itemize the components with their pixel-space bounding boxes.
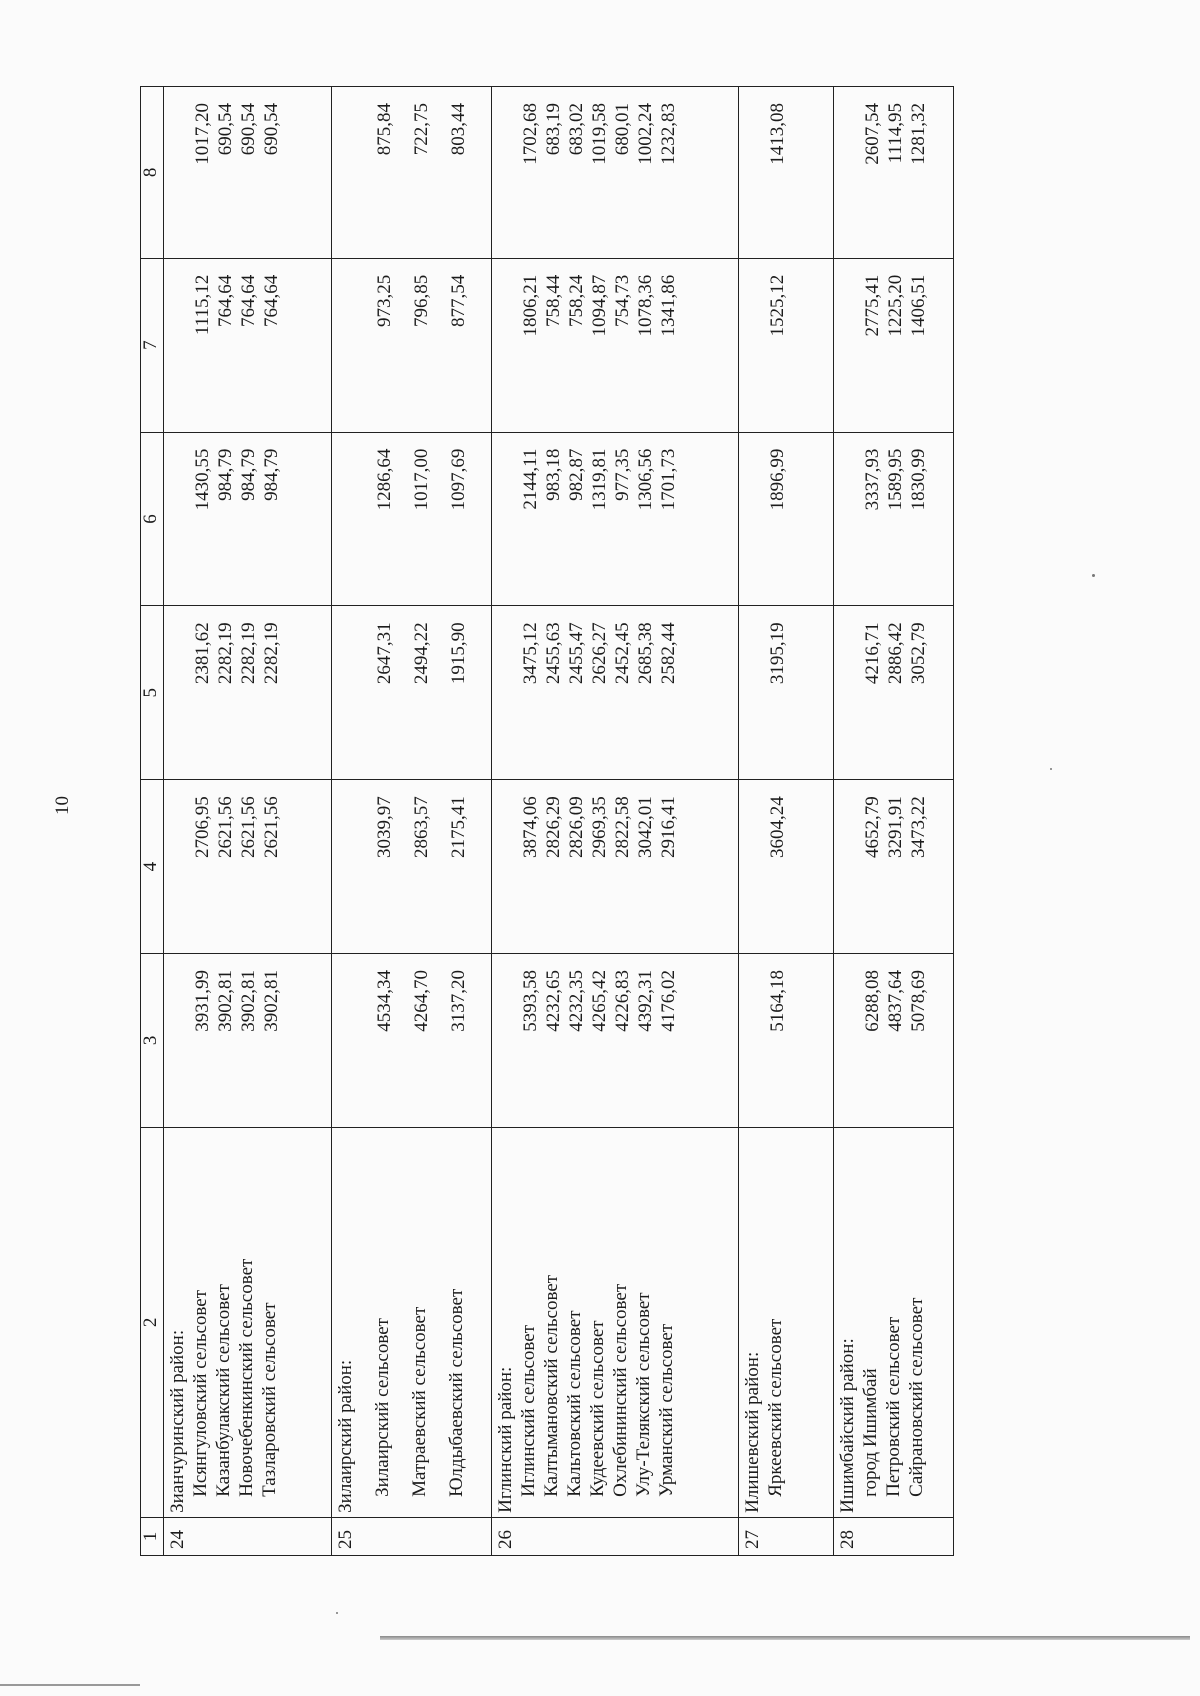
row-number: 27 [739,1517,834,1555]
value: 3475,12 [520,622,541,685]
value: 1525,12 [767,274,788,337]
value: 2822,58 [612,796,633,858]
settlement-name: Улу-Телякский сельсовет [633,1292,654,1497]
value: 5164,18 [767,970,788,1032]
table-row [492,87,739,1556]
table-row [332,87,492,1556]
value: 982,87 [566,448,587,501]
value: 875,84 [374,103,395,156]
header-cell: 7 [141,258,164,432]
value: 3902,81 [238,970,259,1032]
value: 3291,91 [885,796,906,858]
value-cell [739,606,834,780]
value: 690,54 [238,103,259,156]
value: 1701,73 [658,448,679,511]
value: 2886,42 [885,622,906,685]
value: 1341,86 [658,274,679,337]
settlement-name: Зилаирский сельсовет [372,1318,393,1497]
settlement-name: город Ишимбай [860,1368,881,1497]
value-cell [739,258,834,432]
header-cell: 8 [141,87,164,259]
value: 3195,19 [767,622,788,685]
page-number: 10 [52,796,73,815]
value: 2582,44 [658,622,679,685]
value: 3052,79 [908,622,929,685]
value: 3874,06 [520,796,541,858]
value-cell [164,780,332,954]
value-cell [164,432,332,606]
value: 1915,90 [448,622,469,685]
value: 4392,31 [635,970,656,1032]
value: 1002,24 [635,103,656,165]
value: 2452,45 [612,622,633,685]
settlement-name: Охлебининский сельсовет [610,1283,631,1497]
value: 4216,71 [862,622,883,685]
value: 2282,19 [215,622,236,685]
header-cell: 2 [141,1127,164,1517]
value: 2863,57 [411,796,432,858]
value: 690,54 [215,103,236,156]
scan-edge-shadow [0,1684,140,1686]
value-cell [834,258,954,432]
value: 2621,56 [238,796,259,858]
value-cell [492,432,739,606]
value: 764,64 [261,274,282,328]
value: 973,25 [374,274,395,328]
scan-edge-shadow [380,1636,1190,1640]
value: 3604,24 [767,796,788,858]
district-name: Зилаирский район: [335,1359,356,1513]
value: 4226,83 [612,970,633,1032]
value: 984,79 [238,448,259,501]
settlement-name: Кудеевский сельсовет [587,1320,608,1497]
value: 3039,97 [374,796,395,858]
value: 2626,27 [589,622,610,685]
value: 1830,99 [908,448,929,511]
value: 1896,99 [767,448,788,511]
value: 2455,63 [543,622,564,685]
value: 5078,69 [908,970,929,1032]
value-cell [332,954,492,1128]
regional-table [140,86,954,1556]
value: 1232,83 [658,103,679,165]
value: 2455,47 [566,622,587,685]
value: 1225,20 [885,274,906,337]
value-cell [492,258,739,432]
value: 2826,09 [566,796,587,858]
value: 3473,22 [908,796,929,858]
value: 1114,95 [885,103,906,164]
value: 683,02 [566,103,587,156]
value-cell [739,780,834,954]
value: 1286,64 [374,448,395,511]
header-cell: 1 [141,1517,164,1555]
value: 983,18 [543,448,564,501]
value: 4837,64 [885,970,906,1032]
value-cell [834,780,954,954]
value: 1589,95 [885,448,906,511]
value: 758,24 [566,274,587,328]
value: 1017,00 [411,448,432,511]
value: 2775,41 [862,274,883,337]
table-row [739,87,834,1556]
value: 2916,41 [658,796,679,858]
value-cell [739,432,834,606]
district-cell [739,1127,834,1517]
value: 3042,01 [635,796,656,858]
settlement-name: Кальтовский сельсовет [564,1310,585,1497]
value: 2144,11 [520,448,541,510]
row-number: 26 [492,1517,739,1555]
district-name: Илишевский район: [742,1351,763,1513]
value-cell [492,87,739,259]
scan-speck [336,1612,338,1614]
value: 3902,81 [261,970,282,1032]
value: 4264,70 [411,970,432,1032]
value: 1094,87 [589,274,610,337]
value: 1702,68 [520,103,541,165]
header-cell: 6 [141,432,164,606]
value: 758,44 [543,274,564,328]
value: 1097,69 [448,448,469,511]
settlement-name: Петровский сельсовет [883,1316,904,1497]
value-cell [332,780,492,954]
table-row [164,87,332,1556]
value: 3902,81 [215,970,236,1032]
district-name: Ишимбайский район: [837,1338,858,1513]
value: 1413,08 [767,103,788,165]
header-cell: 3 [141,954,164,1128]
value: 2685,38 [635,622,656,685]
value-cell [164,954,332,1128]
value: 1019,58 [589,103,610,165]
value: 803,44 [448,103,469,156]
district-name: Иглинский район: [495,1366,516,1513]
value: 4265,42 [589,970,610,1032]
settlement-name: Урманский сельсовет [656,1323,677,1497]
value-cell [834,87,954,259]
value: 3137,20 [448,970,469,1032]
value: 2621,56 [261,796,282,858]
value: 1078,36 [635,274,656,337]
value: 4232,65 [543,970,564,1032]
value: 977,35 [612,448,633,501]
value-cell [332,432,492,606]
row-number: 24 [164,1517,332,1555]
value-cell [834,954,954,1128]
value-cell [164,258,332,432]
value-cell [492,606,739,780]
value-cell [332,606,492,780]
value: 764,64 [238,274,259,328]
row-number: 25 [332,1517,492,1555]
district-cell [834,1127,954,1517]
value: 6288,08 [862,970,883,1032]
value: 2494,22 [411,622,432,685]
district-cell [492,1127,739,1517]
value: 2282,19 [238,622,259,685]
value: 2969,35 [589,796,610,858]
settlement-name: Новочебенкинский сельсовет [236,1258,257,1497]
value: 2282,19 [261,622,282,685]
value-cell [332,258,492,432]
settlement-name: Сайрановский сельсовет [906,1297,927,1497]
value-cell [834,606,954,780]
value: 683,19 [543,103,564,156]
district-cell [332,1127,492,1517]
value: 3337,93 [862,448,883,511]
header-cell: 4 [141,780,164,954]
value-cell [739,87,834,259]
value-cell [492,954,739,1128]
value: 877,54 [448,274,469,328]
rotated-table-wrapper [140,86,1055,1556]
district-cell [164,1127,332,1517]
value: 984,79 [261,448,282,501]
settlement-name: Казанбулакский сельсовет [213,1284,234,1497]
value: 754,73 [612,274,633,328]
value: 2647,31 [374,622,395,685]
value: 2826,29 [543,796,564,858]
header-cell: 5 [141,606,164,780]
settlement-name: Матраевский сельсовет [409,1306,430,1497]
value: 2706,95 [192,796,213,858]
scan-speck [1092,574,1095,577]
value: 764,64 [215,274,236,328]
value: 4652,79 [862,796,883,858]
value: 722,75 [411,103,432,156]
value: 2621,56 [215,796,236,858]
value: 1406,51 [908,274,929,337]
value-cell [164,87,332,259]
value-cell [164,606,332,780]
settlement-name: Яркеевский сельсовет [765,1318,786,1497]
value: 1281,32 [908,103,929,165]
value: 5393,58 [520,970,541,1032]
district-name: Зианчуринский район: [167,1329,188,1513]
value: 3931,99 [192,970,213,1032]
value: 1017,20 [192,103,213,165]
value: 1319,81 [589,448,610,511]
settlement-name: Юлдыбаевский сельсовет [446,1288,467,1497]
value: 1430,55 [192,448,213,511]
row-number: 28 [834,1517,954,1555]
value-cell [739,954,834,1128]
value: 2381,62 [192,622,213,685]
value-cell [492,780,739,954]
table-row [834,87,954,1556]
value: 2607,54 [862,103,883,165]
header-row [141,87,164,1556]
settlement-name: Калтымановский сельсовет [541,1274,562,1497]
value: 690,54 [261,103,282,156]
value-cell [834,432,954,606]
value: 1115,12 [192,274,213,336]
settlement-name: Иглинский сельсовет [518,1324,539,1497]
value: 4176,02 [658,970,679,1032]
settlement-name: Исянгуловский сельсовет [190,1289,211,1497]
value-cell [332,87,492,259]
value: 984,79 [215,448,236,501]
value: 4232,35 [566,970,587,1032]
value: 2175,41 [448,796,469,858]
value: 4534,34 [374,970,395,1032]
value: 680,01 [612,103,633,156]
value: 1306,56 [635,448,656,511]
value: 1806,21 [520,274,541,337]
value: 796,85 [411,274,432,328]
settlement-name: Тазларовский сельсовет [259,1302,280,1497]
